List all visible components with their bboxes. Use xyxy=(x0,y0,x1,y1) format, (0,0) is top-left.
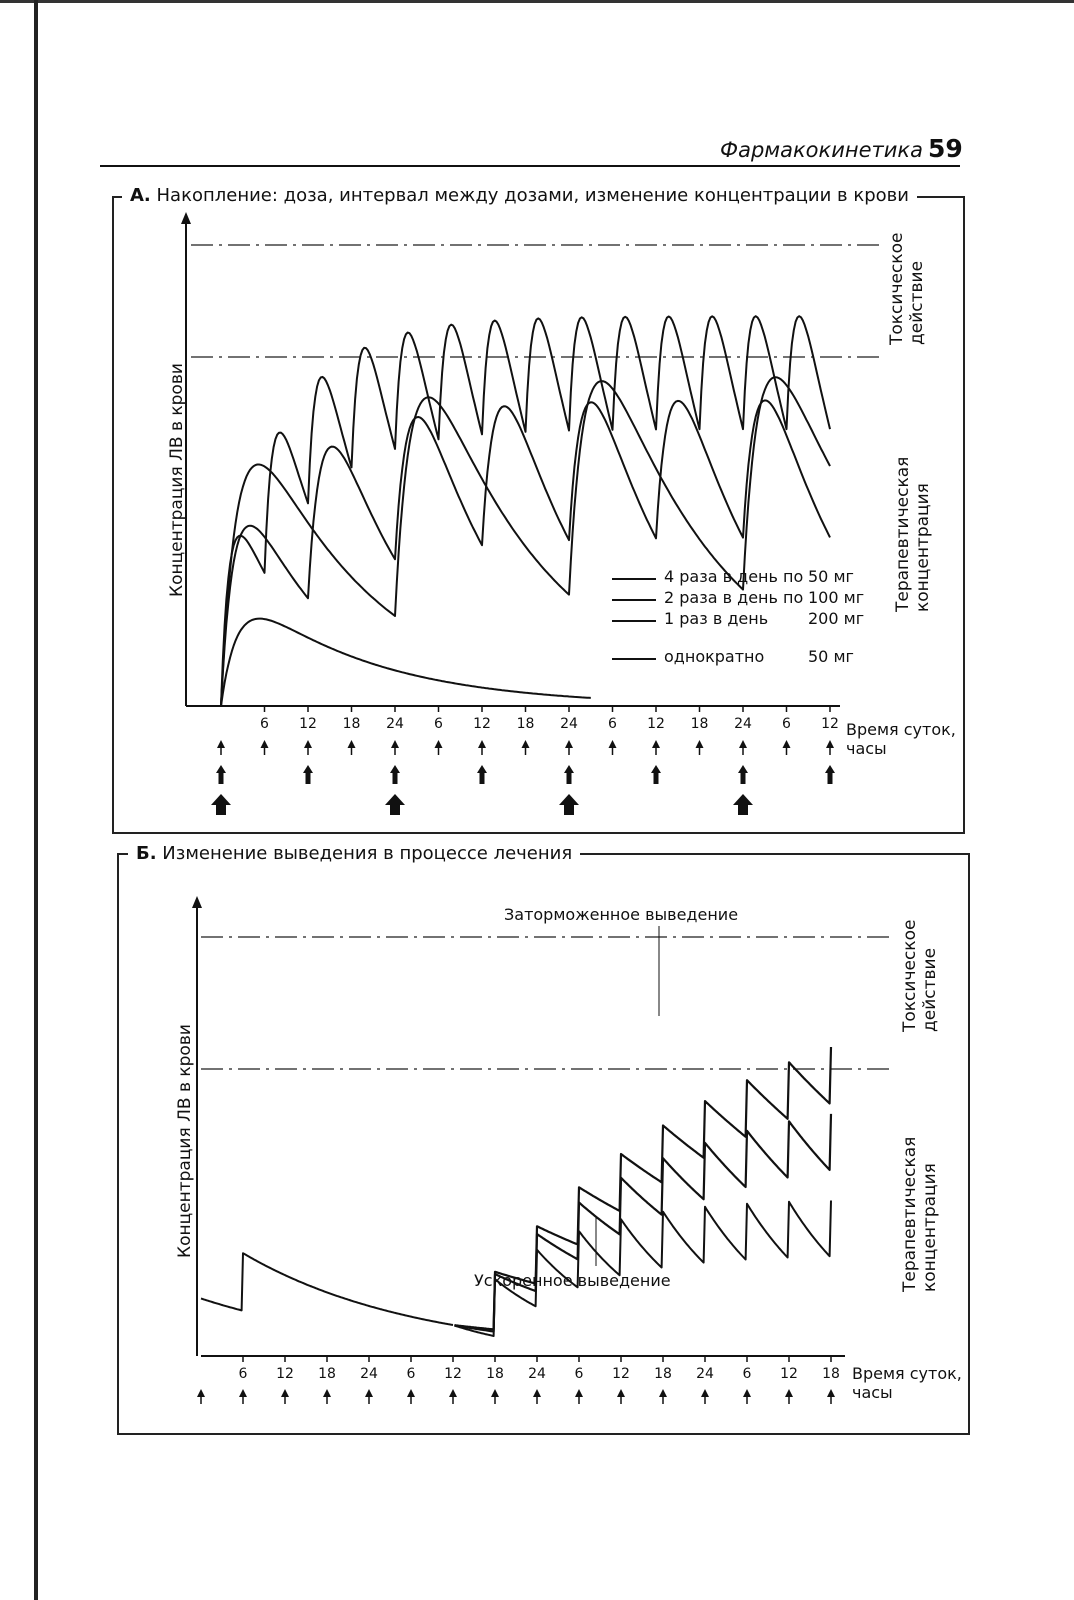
x-tick-label: 12 xyxy=(276,1366,294,1382)
dose-arrow-small-head xyxy=(365,1389,373,1397)
dose-arrow-large-head xyxy=(559,794,579,805)
x-tick-label: 18 xyxy=(318,1366,336,1382)
dose-arrow-small-head xyxy=(323,1389,331,1397)
dose-arrow-small-head xyxy=(826,740,834,748)
dose-arrow-medium-head xyxy=(825,765,835,773)
panel-b-x-axis-caption xyxy=(852,1364,962,1402)
panel-a-y-axis-arrowhead xyxy=(181,212,191,224)
panel-b-therapeutic-label: Терапевтическая концентрация xyxy=(900,1136,940,1292)
x-tick-label: 18 xyxy=(822,1366,840,1382)
dose-arrow-small-head xyxy=(609,740,617,748)
dose-arrow-small-head xyxy=(348,740,356,748)
dose-arrow-medium-head xyxy=(651,765,661,773)
dose-arrow-small-head xyxy=(281,1389,289,1397)
dose-arrow-large xyxy=(216,804,226,815)
x-tick-label: 6 xyxy=(238,1366,248,1382)
dose-arrow-large xyxy=(390,804,400,815)
legend-item-dose: 50 мг xyxy=(808,647,854,666)
legend-item-dose: 200 мг xyxy=(808,609,865,628)
legend-line-swatch xyxy=(612,658,656,660)
page-number: 59 xyxy=(928,134,963,163)
x-tick-label: 18 xyxy=(486,1366,504,1382)
legend-line-swatch xyxy=(612,599,656,601)
dose-arrow-small-head xyxy=(533,1389,541,1397)
x-tick-label: 6 xyxy=(574,1366,584,1382)
x-tick-label: 12 xyxy=(647,716,665,732)
series-accelerated-elimination-line xyxy=(454,1201,831,1337)
dose-arrow-medium-head xyxy=(477,765,487,773)
legend-item-label: однократно xyxy=(664,647,765,666)
dose-arrow-small-head xyxy=(197,1389,205,1397)
panel-a-letter: А. xyxy=(130,185,151,206)
dose-arrow-small-head xyxy=(407,1389,415,1397)
x-tick-label: 24 xyxy=(734,716,752,732)
x-tick-label: 6 xyxy=(406,1366,416,1382)
x-tick-label: 6 xyxy=(742,1366,752,1382)
series-common-buildup-line xyxy=(201,1253,453,1325)
x-tick-label: 24 xyxy=(360,1366,378,1382)
x-tick-label: 18 xyxy=(690,716,709,732)
dose-arrow-small-head xyxy=(696,740,704,748)
dose-arrow-small-head xyxy=(743,1389,751,1397)
panel-b-y-axis-arrowhead xyxy=(192,896,202,908)
dose-arrow-medium-head xyxy=(390,765,400,773)
running-header-title: Фармакокинетика xyxy=(720,138,923,162)
x-tick-label: 12 xyxy=(473,716,491,732)
x-tick-label: 6 xyxy=(608,716,617,732)
panel-b-toxic-label: Токсическое действие xyxy=(900,919,940,1032)
dose-arrow-small-head xyxy=(391,740,399,748)
dose-arrow-medium-head xyxy=(738,765,748,773)
dose-arrow-small-head xyxy=(783,740,791,748)
dose-arrow-small-head xyxy=(575,1389,583,1397)
legend-line-swatch xyxy=(612,578,656,580)
x-tick-label: 24 xyxy=(386,716,404,732)
panel-a-toxic-label: Токсическое действие xyxy=(887,232,927,345)
dose-arrow-small-head xyxy=(449,1389,457,1397)
panel-a-title-text: Накопление: доза, интервал между дозами, изменение концентрации в крови xyxy=(156,185,909,206)
x-tick-label: 6 xyxy=(434,716,443,732)
x-tick-label: 12 xyxy=(444,1366,462,1382)
dose-arrow-small-head xyxy=(491,1389,499,1397)
dose-arrow-small-head xyxy=(435,740,443,748)
dose-arrow-small-head xyxy=(785,1389,793,1397)
dose-arrow-small-head xyxy=(827,1389,835,1397)
panel-b-x-axis-caption-line2: часы xyxy=(852,1383,893,1402)
dose-arrow-small-head xyxy=(304,740,312,748)
x-tick-label: 18 xyxy=(342,716,361,732)
x-tick-label: 12 xyxy=(299,716,317,732)
panel-a-x-axis-caption-line1: Время суток, xyxy=(846,720,956,739)
dose-arrow-large xyxy=(564,804,574,815)
dose-arrow-small-head xyxy=(261,740,269,748)
dose-arrow-small-head xyxy=(739,740,747,748)
series-steady-state-line xyxy=(454,1114,831,1332)
dose-arrow-small-head xyxy=(701,1389,709,1397)
legend-item-dose: 100 мг xyxy=(808,588,865,607)
panel-a-x-axis-caption xyxy=(846,720,956,758)
x-tick-label: 18 xyxy=(654,1366,672,1382)
dose-arrow-large xyxy=(738,804,748,815)
x-tick-label: 18 xyxy=(516,716,535,732)
dose-arrow-large-head xyxy=(385,794,405,805)
panel-b-x-axis-caption-line1: Время суток, xyxy=(852,1364,962,1383)
legend-item-label: 2 раза в день по xyxy=(664,588,804,607)
panel-b-letter: Б. xyxy=(136,843,157,864)
x-tick-label: 12 xyxy=(780,1366,798,1382)
dose-arrow-large-head xyxy=(733,794,753,805)
legend-line-swatch xyxy=(612,620,656,622)
dose-arrow-small-head xyxy=(522,740,530,748)
x-tick-label: 24 xyxy=(528,1366,546,1382)
dose-arrow-medium-head xyxy=(303,765,313,773)
dose-arrow-small-head xyxy=(652,740,660,748)
legend-item-dose: 50 мг xyxy=(808,567,854,586)
x-tick-label: 24 xyxy=(696,1366,714,1382)
dose-arrow-small-head xyxy=(617,1389,625,1397)
panel-b-y-axis-label: Концентрация ЛВ в крови xyxy=(175,1024,195,1258)
x-tick-label: 24 xyxy=(560,716,578,732)
legend-item-label: 1 раз в день xyxy=(664,609,769,628)
dose-arrow-small-head xyxy=(659,1389,667,1397)
series-single-dose-line xyxy=(221,619,591,706)
x-tick-label: 6 xyxy=(260,716,269,732)
annotation-inhibited-elimination: Заторможенное выведение xyxy=(504,905,739,924)
x-tick-label: 6 xyxy=(782,716,791,732)
panel-a-y-axis-label: Концентрация ЛВ в крови xyxy=(167,363,187,597)
annotation-accelerated-elimination: Ускоренное выведение xyxy=(474,1271,671,1290)
panel-a-therapeutic-label: Терапевтическая концентрация xyxy=(893,456,933,612)
legend-item-label: 4 раза в день по xyxy=(664,567,804,586)
panel-b-title-text: Изменение выведения в процессе лечения xyxy=(162,843,573,864)
dose-arrow-small-head xyxy=(565,740,573,748)
x-tick-label: 12 xyxy=(612,1366,630,1382)
dose-arrow-small-head xyxy=(478,740,486,748)
dose-arrow-medium-head xyxy=(216,765,226,773)
dose-arrow-large-head xyxy=(211,794,231,805)
dose-arrow-small-head xyxy=(239,1389,247,1397)
panel-a-x-axis-caption-line2: часы xyxy=(846,739,887,758)
x-tick-label: 12 xyxy=(821,716,839,732)
dose-arrow-small-head xyxy=(217,740,225,748)
dose-arrow-medium-head xyxy=(564,765,574,773)
